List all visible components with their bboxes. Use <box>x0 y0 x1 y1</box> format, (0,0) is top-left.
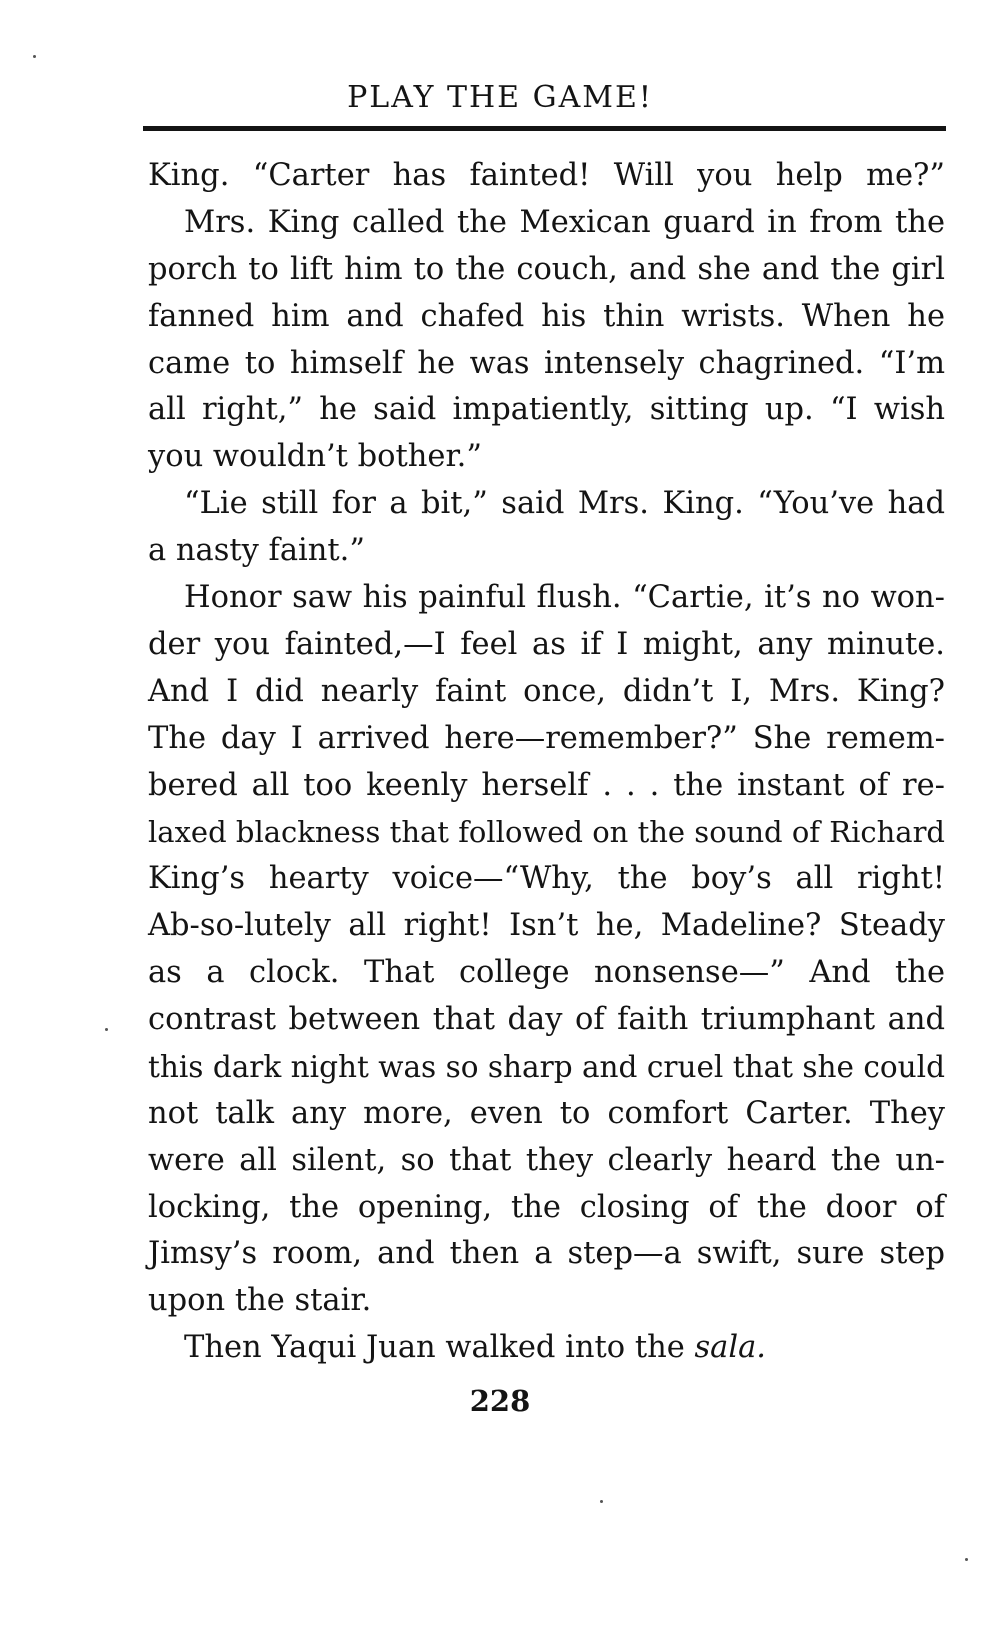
paper-speck <box>33 55 36 58</box>
page-number: 228 <box>469 1384 531 1418</box>
text-line: all right,” he said impatiently, sitting up. “I wish <box>148 392 945 428</box>
header-rule <box>143 126 946 131</box>
text-line: Jimsy’s room, and then a step—a swift, sure step <box>148 1236 945 1272</box>
final-line-italic: sala. <box>694 1330 766 1366</box>
running-head: PLAY THE GAME! <box>347 80 653 115</box>
text-line: fanned him and chafed his thin wrists. When he <box>148 298 945 334</box>
text-line: “Lie still for a bit,” said Mrs. King. “You’ve had <box>184 486 945 522</box>
text-line: you wouldn’t bother.” <box>148 439 482 475</box>
text-line-final <box>148 1325 945 1372</box>
text-line: not talk any more, even to comfort Carter. They <box>148 1095 945 1131</box>
text-line: And I did nearly faint once, didn’t I, Mrs. King? <box>148 673 945 709</box>
text-line: as a clock. That college nonsense—” And the <box>148 955 945 991</box>
paper-speck <box>105 1028 108 1031</box>
paper-speck <box>965 1558 968 1561</box>
text-line: locking, the opening, the closing of the door of <box>148 1189 945 1225</box>
text-line: der you fainted,—I feel as if I might, any minute. <box>148 626 945 662</box>
text-line: King. “Carter has fainted! Will you help me?” <box>148 158 945 193</box>
text-line: laxed blackness that followed on the sound of Richard <box>148 815 945 850</box>
text-line: were all silent, so that they clearly heard the un- <box>148 1142 945 1178</box>
text-line: upon the stair. <box>148 1283 372 1319</box>
text-line: Honor saw his painful flush. “Cartie, it’s no won- <box>184 580 945 616</box>
paper-speck <box>600 1500 603 1503</box>
text-line: contrast between that day of faith triumphant and <box>148 1002 945 1038</box>
text-line: King’s hearty voice—“Why, the boy’s all right! <box>148 861 945 897</box>
text-line: Mrs. King called the Mexican guard in from the <box>184 204 945 240</box>
text-line: porch to lift him to the couch, and she and the girl <box>148 251 945 287</box>
final-line-prefix: Then Yaqui Juan walked into the <box>184 1330 695 1366</box>
text-line: Ab-so-lutely all right! Isn’t he, Madeline? Steady <box>148 908 945 944</box>
body-text <box>148 153 945 1372</box>
text-line: this dark night was so sharp and cruel that she could <box>148 1049 945 1084</box>
text-line: came to himself he was intensely chagrined. “I’m <box>148 345 945 381</box>
text-line: a nasty faint.” <box>148 533 365 569</box>
text-line: bered all too keenly herself . . . the instant of re- <box>148 767 945 803</box>
text-line: The day I arrived here—remember?” She remem- <box>148 720 945 756</box>
